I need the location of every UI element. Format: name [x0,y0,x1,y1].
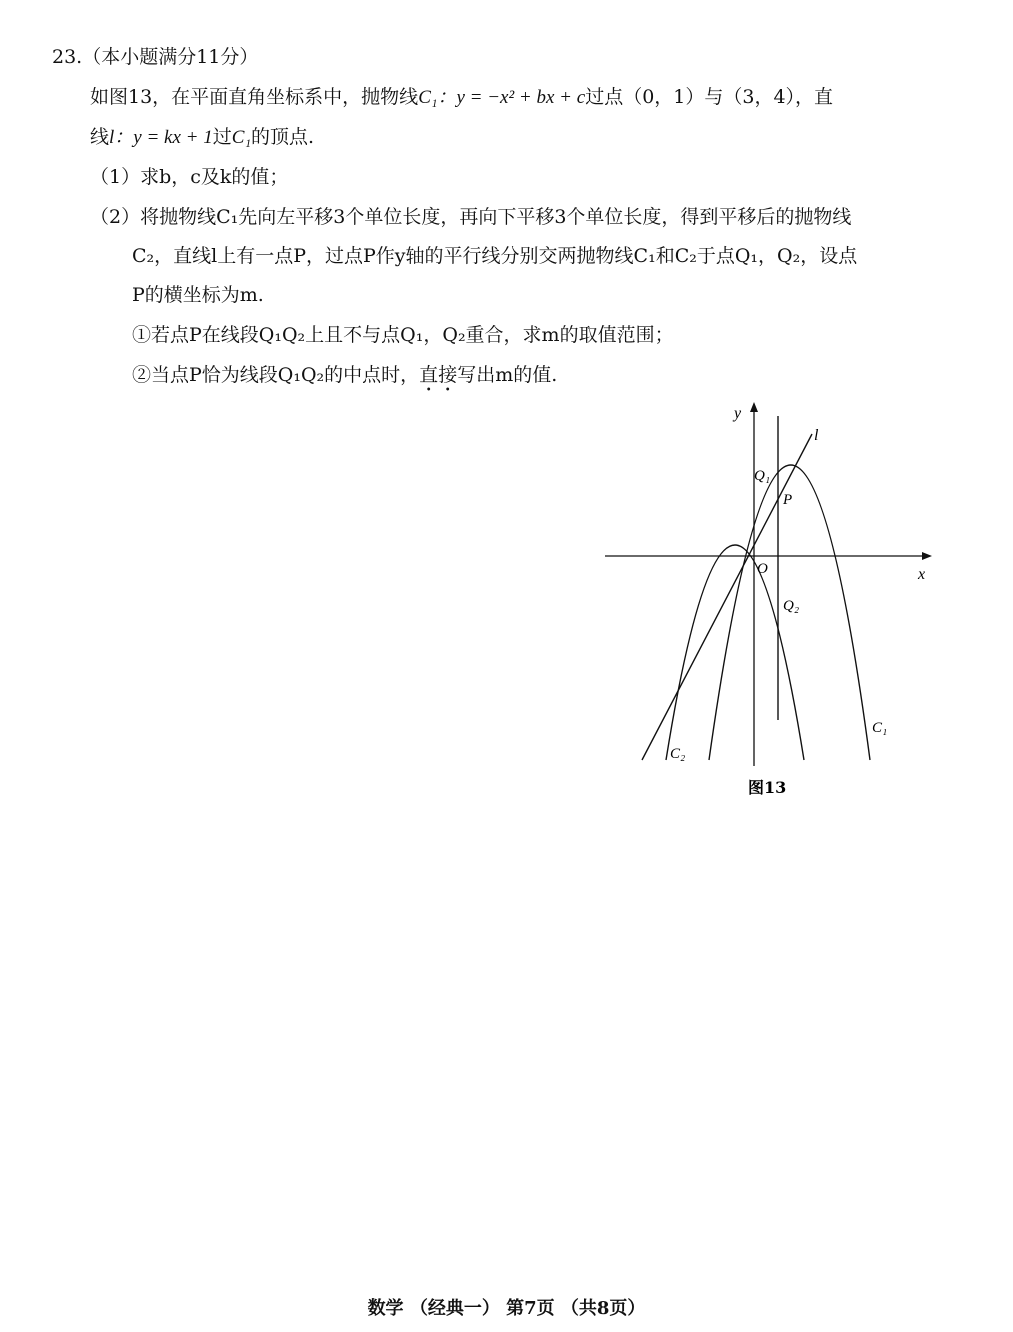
line-l-label: l [814,427,819,444]
q2-label: Q₂ [783,598,800,614]
emphasis-char-1: 直 [419,364,439,386]
line-l: l [109,127,115,148]
c2-label: C₂ [670,746,686,762]
figure-caption: 图13 [748,778,787,797]
line-l-graph [642,434,812,760]
intro2-post: 过 [212,126,232,148]
emphasis-char-2: 接 [438,364,458,386]
intro-line-2 [90,124,314,151]
curve-c1-ref: C₁ [231,127,252,148]
part-1: （1）求b，c及k的值； [90,166,289,188]
intro2-end: 的顶点. [251,126,315,148]
q1-label: Q₁ [754,468,771,484]
intro-text-2: 过点（0，1）与（3，4），直 [585,86,834,108]
sub2-pre: ②当点P恰为线段Q₁Q₂的中点时， [132,364,420,386]
figure-13 [600,398,940,808]
intro2-pre: 线 [90,126,110,148]
part-2-line-1: （2）将抛物线C₁先向左平移3个单位长度，再向下平移3个单位长度，得到平移后的抛物线 [90,206,852,228]
intro-text: 如图13，在平面直角坐标系中，抛物线 [90,86,419,108]
problem-heading: 23.（本小题满分11分） [52,46,259,68]
p-label: P [783,492,793,508]
x-axis-arrow [922,552,932,560]
parabola-c2-graph [666,545,804,760]
part-2-line-2: C₂，直线l上有一点P，过点P作y轴的平行线分别交两抛物线C₁和C₂于点Q₁，Q₂，设点 [132,245,858,267]
sub2-post: 写出m的值. [457,364,558,386]
c1-label: C₁ [872,720,888,736]
part-2-line-3: P的横坐标为m. [132,284,264,306]
line-equation: ：y = kx + 1 [114,127,213,148]
y-axis-label: y [734,405,742,422]
page-footer: 数学 （经典一） 第7页 （共8页） [367,1298,646,1319]
origin-label: O [757,561,768,577]
sub-question-2 [132,362,557,388]
y-axis-arrow [750,402,758,412]
sub-question-1: ①若点P在线段Q₁Q₂上且不与点Q₁，Q₂重合，求m的取值范围； [132,324,674,346]
parabola-equation: ：y = −x² + bx + c [437,87,586,108]
intro-line-1 [90,84,833,111]
curve-c1: C₁ [418,87,438,108]
x-axis-label: x [918,566,926,583]
